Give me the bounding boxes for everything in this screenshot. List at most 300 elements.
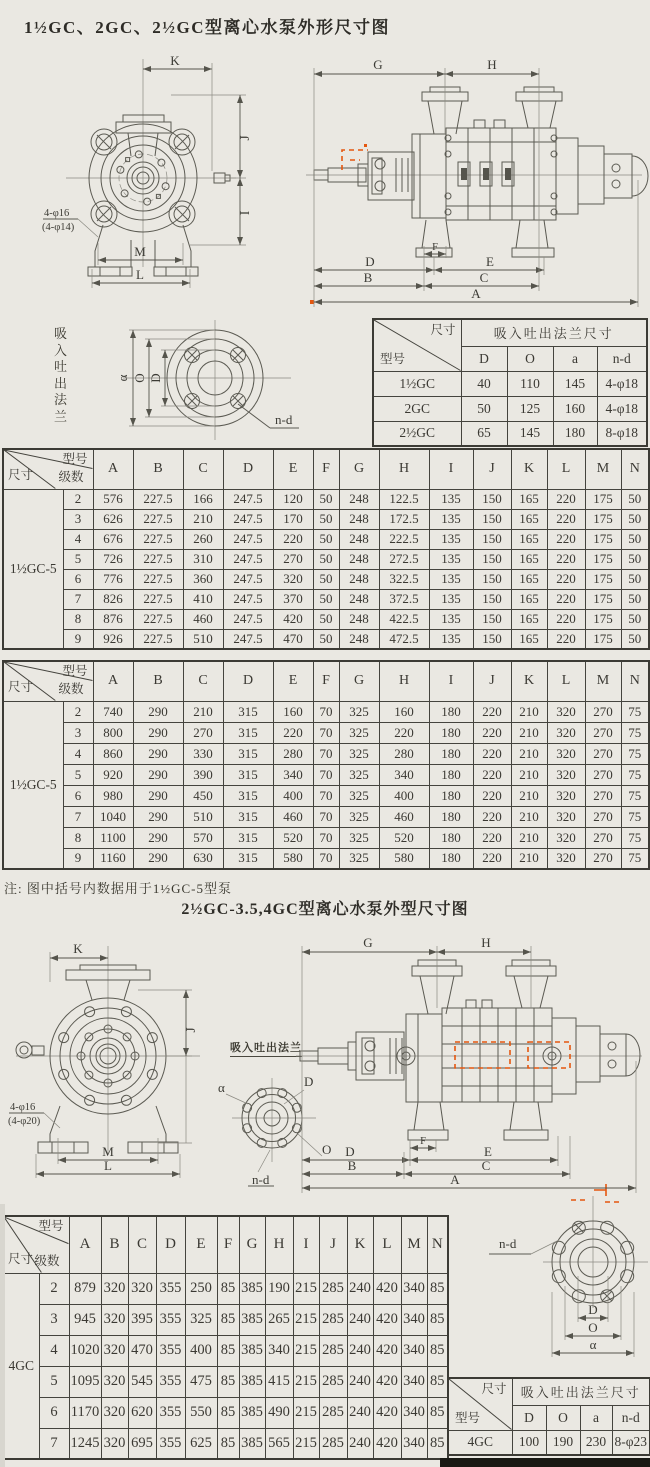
dim-label-d: D <box>148 373 163 383</box>
value-cell: 220 <box>473 764 511 785</box>
value-cell: 1095 <box>69 1366 101 1397</box>
value-cell: 420 <box>373 1335 401 1366</box>
column-header: D <box>461 346 507 371</box>
corner-cell: 尺寸 型号 <box>448 1378 512 1430</box>
value-cell: 85 <box>427 1366 448 1397</box>
dimension-table-3 <box>2 1215 449 1460</box>
flange2-caption: 吸入吐出法兰 <box>230 1039 302 1057</box>
value-cell: 285 <box>319 1366 347 1397</box>
value-cell: 180 <box>429 785 473 806</box>
value-cell: 135 <box>429 569 473 589</box>
value-cell: 160 <box>273 701 313 722</box>
value-cell: 4-φ18 <box>597 371 647 396</box>
value-cell: 290 <box>133 785 183 806</box>
value-cell: 395 <box>128 1304 156 1335</box>
value-cell: 227.5 <box>133 529 183 549</box>
header-row <box>448 1378 650 1405</box>
value-cell: 220 <box>473 701 511 722</box>
value-cell: 340 <box>401 1366 427 1397</box>
table-row <box>3 764 649 785</box>
value-cell: 980 <box>93 785 133 806</box>
value-cell: 270 <box>183 722 223 743</box>
value-cell: 50 <box>621 549 649 569</box>
value-cell: 360 <box>183 569 223 589</box>
value-cell: 85 <box>427 1397 448 1428</box>
value-cell: 420 <box>373 1366 401 1397</box>
value-cell: 135 <box>429 529 473 549</box>
value-cell: 210 <box>183 701 223 722</box>
stage-cell: 6 <box>39 1397 69 1428</box>
value-cell: 50 <box>621 629 649 649</box>
value-cell: 180 <box>553 421 597 446</box>
dimension-lines <box>115 330 299 428</box>
column-header: L <box>373 1216 401 1273</box>
value-cell: 320 <box>547 848 585 869</box>
value-cell: 215 <box>293 1397 319 1428</box>
table-row <box>3 629 649 649</box>
value-cell: 340 <box>273 764 313 785</box>
value-cell: 227.5 <box>133 609 183 629</box>
column-header: D <box>223 449 273 489</box>
value-cell: 227.5 <box>133 549 183 569</box>
value-cell: 248 <box>339 549 379 569</box>
dim-label-o: O <box>588 1320 598 1335</box>
value-cell: 170 <box>273 509 313 529</box>
column-header: J <box>473 661 511 701</box>
scan-gutter <box>0 1204 5 1467</box>
value-cell: 65 <box>461 421 507 446</box>
column-header: H <box>265 1216 293 1273</box>
value-cell: 70 <box>313 827 339 848</box>
column-header: G <box>339 449 379 489</box>
dim-label-o: O <box>322 1142 332 1157</box>
value-cell: 150 <box>473 529 511 549</box>
stage-cell: 4 <box>39 1335 69 1366</box>
value-cell: 726 <box>93 549 133 569</box>
value-cell: 160 <box>379 701 429 722</box>
flange-detail-drawing-3 <box>487 1190 650 1370</box>
pump-front-view-drawing-1 <box>40 53 300 305</box>
value-cell: 210 <box>511 743 547 764</box>
dim-label-j: J <box>237 135 252 141</box>
column-header: I <box>429 661 473 701</box>
value-cell: 150 <box>473 629 511 649</box>
value-cell: 165 <box>511 589 547 609</box>
header-row <box>3 1216 448 1273</box>
value-cell: 385 <box>239 1304 265 1335</box>
value-cell: 50 <box>461 396 507 421</box>
value-cell: 580 <box>379 848 429 869</box>
value-cell: 230 <box>580 1430 612 1455</box>
value-cell: 247.5 <box>223 569 273 589</box>
value-cell: 270 <box>585 785 621 806</box>
header-row <box>373 319 647 346</box>
table-row <box>3 1273 448 1304</box>
value-cell: 248 <box>339 609 379 629</box>
value-cell: 220 <box>273 529 313 549</box>
column-header: O <box>507 346 553 371</box>
flange-detail-drawing-1 <box>85 316 300 444</box>
value-cell: 320 <box>273 569 313 589</box>
dim-label-f: F <box>432 242 438 253</box>
value-cell: 325 <box>339 722 379 743</box>
value-cell: 325 <box>339 806 379 827</box>
value-cell: 180 <box>429 722 473 743</box>
value-cell: 340 <box>379 764 429 785</box>
value-cell: 150 <box>473 589 511 609</box>
value-cell: 390 <box>183 764 223 785</box>
dim-label-l: L <box>104 1158 112 1173</box>
value-cell: 180 <box>429 848 473 869</box>
value-cell: 320 <box>101 1428 128 1459</box>
value-cell: 325 <box>339 848 379 869</box>
value-cell: 70 <box>313 701 339 722</box>
value-cell: 50 <box>313 629 339 649</box>
value-cell: 322.5 <box>379 569 429 589</box>
value-cell: 355 <box>156 1304 185 1335</box>
value-cell: 220 <box>473 722 511 743</box>
stage-cell: 2 <box>63 701 93 722</box>
column-header: N <box>621 449 649 489</box>
value-cell: 135 <box>429 589 473 609</box>
value-cell: 315 <box>223 785 273 806</box>
value-cell: 50 <box>313 489 339 509</box>
dim-label-d: D <box>304 1074 314 1089</box>
table-row <box>373 421 647 446</box>
value-cell: 50 <box>313 529 339 549</box>
value-cell: 385 <box>239 1397 265 1428</box>
value-cell: 110 <box>507 371 553 396</box>
value-cell: 50 <box>313 509 339 529</box>
value-cell: 285 <box>319 1273 347 1304</box>
value-cell: 165 <box>511 629 547 649</box>
value-cell: 280 <box>379 743 429 764</box>
column-header: A <box>69 1216 101 1273</box>
value-cell: 470 <box>273 629 313 649</box>
value-cell: 75 <box>621 722 649 743</box>
stage-cell: 9 <box>63 848 93 869</box>
value-cell: 227.5 <box>133 589 183 609</box>
table-row <box>3 1304 448 1335</box>
value-cell: 355 <box>156 1366 185 1397</box>
value-cell: 740 <box>93 701 133 722</box>
table-row <box>3 785 649 806</box>
dim-label-e: E <box>484 1144 492 1159</box>
value-cell: 220 <box>547 609 585 629</box>
model-label: 4GC <box>3 1273 39 1459</box>
value-cell: 247.5 <box>223 509 273 529</box>
value-cell: 175 <box>585 629 621 649</box>
value-cell: 1170 <box>69 1397 101 1428</box>
value-cell: 325 <box>339 743 379 764</box>
value-cell: 860 <box>93 743 133 764</box>
bolt-note-1: 4-φ16 <box>44 208 70 219</box>
value-cell: 340 <box>265 1335 293 1366</box>
bolt-note-2: (4-φ14) <box>42 222 75 233</box>
value-cell: 215 <box>293 1273 319 1304</box>
value-cell: 50 <box>621 569 649 589</box>
column-header: I <box>293 1216 319 1273</box>
value-cell: 330 <box>183 743 223 764</box>
value-cell: 545 <box>128 1366 156 1397</box>
value-cell: 8-φ23 <box>612 1430 650 1455</box>
value-cell: 576 <box>93 489 133 509</box>
value-cell: 315 <box>223 764 273 785</box>
dim-label-alpha: α <box>218 1080 225 1095</box>
value-cell: 160 <box>553 396 597 421</box>
column-header: M <box>401 1216 427 1273</box>
value-cell: 85 <box>427 1335 448 1366</box>
value-cell: 145 <box>553 371 597 396</box>
value-cell: 180 <box>429 806 473 827</box>
value-cell: 240 <box>347 1366 373 1397</box>
table-row <box>3 549 649 569</box>
value-cell: 270 <box>585 722 621 743</box>
flange1-caption: 吸入吐出法兰 <box>54 326 68 424</box>
stage-cell: 7 <box>39 1428 69 1459</box>
value-cell: 570 <box>183 827 223 848</box>
value-cell: 175 <box>585 529 621 549</box>
value-cell: 210 <box>511 848 547 869</box>
value-cell: 580 <box>273 848 313 869</box>
stage-cell: 9 <box>63 629 93 649</box>
value-cell: 315 <box>223 806 273 827</box>
model-cell: 4GC <box>448 1430 512 1455</box>
value-cell: 240 <box>347 1397 373 1428</box>
value-cell: 265 <box>265 1304 293 1335</box>
value-cell: 320 <box>101 1273 128 1304</box>
value-cell: 1020 <box>69 1335 101 1366</box>
column-header: A <box>93 661 133 701</box>
value-cell: 420 <box>373 1273 401 1304</box>
table-row <box>448 1430 650 1455</box>
value-cell: 210 <box>511 722 547 743</box>
column-header: B <box>101 1216 128 1273</box>
value-cell: 325 <box>339 764 379 785</box>
value-cell: 85 <box>217 1397 239 1428</box>
dimension-lines <box>302 935 636 1193</box>
value-cell: 470 <box>128 1335 156 1366</box>
value-cell: 420 <box>373 1304 401 1335</box>
value-cell: 920 <box>93 764 133 785</box>
column-header: D <box>223 661 273 701</box>
value-cell: 240 <box>347 1273 373 1304</box>
value-cell: 175 <box>585 509 621 529</box>
value-cell: 550 <box>185 1397 217 1428</box>
value-cell: 776 <box>93 569 133 589</box>
value-cell: 460 <box>273 806 313 827</box>
value-cell: 240 <box>347 1428 373 1459</box>
dim-label-j: J <box>183 1027 198 1033</box>
value-cell: 340 <box>401 1335 427 1366</box>
value-cell: 220 <box>547 509 585 529</box>
value-cell: 320 <box>547 743 585 764</box>
value-cell: 325 <box>339 701 379 722</box>
dim-label-k: K <box>73 941 83 956</box>
value-cell: 385 <box>239 1335 265 1366</box>
value-cell: 270 <box>585 806 621 827</box>
dimension-table-1 <box>2 448 650 650</box>
value-cell: 620 <box>128 1397 156 1428</box>
dim-label-e: E <box>486 254 494 269</box>
value-cell: 220 <box>473 806 511 827</box>
stage-cell: 2 <box>39 1273 69 1304</box>
value-cell: 1245 <box>69 1428 101 1459</box>
header-row <box>3 661 649 701</box>
column-header: A <box>93 449 133 489</box>
value-cell: 510 <box>183 806 223 827</box>
dim-label-o: O <box>132 373 147 383</box>
value-cell: 800 <box>93 722 133 743</box>
value-cell: 150 <box>473 609 511 629</box>
table-row <box>3 848 649 869</box>
value-cell: 220 <box>547 629 585 649</box>
value-cell: 70 <box>313 743 339 764</box>
column-header: C <box>128 1216 156 1273</box>
stage-cell: 3 <box>39 1304 69 1335</box>
value-cell: 135 <box>429 609 473 629</box>
value-cell: 879 <box>69 1273 101 1304</box>
value-cell: 340 <box>401 1428 427 1459</box>
value-cell: 355 <box>156 1428 185 1459</box>
value-cell: 320 <box>547 701 585 722</box>
value-cell: 100 <box>512 1430 546 1455</box>
dim-label-alpha: α <box>115 374 130 382</box>
pump-side-view-drawing-1 <box>298 50 650 316</box>
value-cell: 315 <box>223 827 273 848</box>
dim-label-nd: n-d <box>275 412 293 427</box>
value-cell: 320 <box>547 722 585 743</box>
stage-cell: 4 <box>63 743 93 764</box>
column-header: E <box>273 449 313 489</box>
value-cell: 120 <box>273 489 313 509</box>
corner-cell: 型号 级数 尺寸 <box>3 661 93 701</box>
column-header: O <box>546 1405 580 1430</box>
span-header: 吸入吐出法兰尺寸 <box>512 1378 650 1405</box>
value-cell: 290 <box>133 827 183 848</box>
corner-cell: 型号 级数 尺寸 <box>3 449 93 489</box>
value-cell: 240 <box>347 1304 373 1335</box>
column-header: E <box>185 1216 217 1273</box>
dim-label-f: F <box>420 1136 426 1147</box>
flange-dimension-table-2 <box>447 1377 650 1456</box>
value-cell: 626 <box>93 509 133 529</box>
value-cell: 50 <box>621 609 649 629</box>
table-row <box>3 1366 448 1397</box>
dim-label-m: M <box>102 1144 114 1159</box>
stage-cell: 8 <box>63 609 93 629</box>
pump-front-view-drawing-2 <box>8 938 213 1184</box>
dim-label-b: B <box>347 1158 357 1173</box>
value-cell: 490 <box>265 1397 293 1428</box>
model-label: 1½GC-5 <box>3 701 63 869</box>
value-cell: 247.5 <box>223 609 273 629</box>
value-cell: 150 <box>473 489 511 509</box>
value-cell: 315 <box>223 743 273 764</box>
value-cell: 385 <box>239 1366 265 1397</box>
value-cell: 85 <box>427 1304 448 1335</box>
value-cell: 325 <box>185 1304 217 1335</box>
value-cell: 210 <box>511 806 547 827</box>
value-cell: 75 <box>621 848 649 869</box>
value-cell: 270 <box>585 701 621 722</box>
value-cell: 422.5 <box>379 609 429 629</box>
value-cell: 248 <box>339 509 379 529</box>
value-cell: 85 <box>217 1304 239 1335</box>
dimension-table-2 <box>2 660 650 870</box>
column-header: H <box>379 449 429 489</box>
value-cell: 190 <box>265 1273 293 1304</box>
value-cell: 247.5 <box>223 589 273 609</box>
value-cell: 50 <box>621 509 649 529</box>
value-cell: 385 <box>239 1273 265 1304</box>
value-cell: 270 <box>585 764 621 785</box>
value-cell: 227.5 <box>133 629 183 649</box>
table-row <box>3 609 649 629</box>
value-cell: 165 <box>511 569 547 589</box>
column-header: G <box>239 1216 265 1273</box>
table-row <box>3 743 649 764</box>
value-cell: 50 <box>621 489 649 509</box>
value-cell: 122.5 <box>379 489 429 509</box>
column-header: K <box>511 449 547 489</box>
pump-body <box>300 960 640 1140</box>
column-header: J <box>473 449 511 489</box>
value-cell: 165 <box>511 549 547 569</box>
value-cell: 270 <box>585 827 621 848</box>
dim-label-a: A <box>471 286 481 301</box>
value-cell: 180 <box>429 743 473 764</box>
dim-label-c: C <box>479 270 489 285</box>
page-title-2: 2½GC-3.5,4GC型离心水泵外型尺寸图 <box>181 901 469 918</box>
dim-label-g: G <box>363 935 373 950</box>
dim-label-d: D <box>365 254 375 269</box>
value-cell: 290 <box>133 764 183 785</box>
value-cell: 85 <box>217 1335 239 1366</box>
stage-cell: 3 <box>63 722 93 743</box>
value-cell: 320 <box>101 1304 128 1335</box>
value-cell: 180 <box>429 827 473 848</box>
value-cell: 220 <box>547 589 585 609</box>
column-header: K <box>347 1216 373 1273</box>
bolt-note-1: 4-φ16 <box>10 1102 36 1113</box>
value-cell: 220 <box>547 489 585 509</box>
column-header: F <box>313 449 339 489</box>
value-cell: 75 <box>621 743 649 764</box>
dim-label-i: I <box>237 210 252 216</box>
value-cell: 210 <box>511 764 547 785</box>
value-cell: 310 <box>183 549 223 569</box>
value-cell: 320 <box>547 806 585 827</box>
pump-side-view-drawing-2 <box>290 926 650 1213</box>
value-cell: 400 <box>273 785 313 806</box>
value-cell: 826 <box>93 589 133 609</box>
table-row <box>373 371 647 396</box>
page-title-1: 1½GC、2GC、2½GC型离心水泵外形尺寸图 <box>24 18 390 37</box>
scan-edge-bar <box>440 1458 650 1467</box>
value-cell: 215 <box>293 1366 319 1397</box>
column-header: B <box>133 661 183 701</box>
value-cell: 70 <box>313 722 339 743</box>
stage-cell: 6 <box>63 785 93 806</box>
value-cell: 50 <box>621 589 649 609</box>
value-cell: 50 <box>621 529 649 549</box>
value-cell: 1040 <box>93 806 133 827</box>
value-cell: 290 <box>133 743 183 764</box>
value-cell: 50 <box>313 549 339 569</box>
table-row <box>3 529 649 549</box>
dim-label-d: D <box>345 1144 355 1159</box>
